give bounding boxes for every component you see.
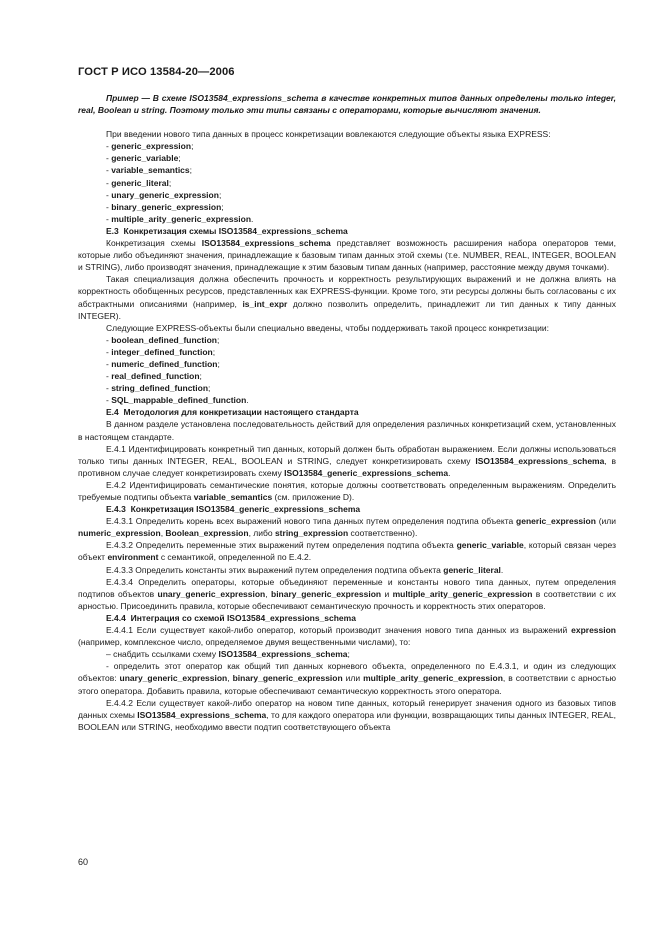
bullet-item: - определить этот оператор как общий тип данных корневого объекта, определенного по E.4.3.1, и один из следующих объектов: unary_generic_expression, binary_generic_expression или multiple_arity_generic_expression, в соответствии с арностью этого оператора. Добавить правила, которые обеспечивают семантическую корректность этого оператора. bbox=[78, 661, 616, 696]
list-item: - generic_variable; bbox=[106, 153, 181, 164]
paragraph: E.4.4.1 Если существует какой-либо оператор, который производит значения нового типа данных из выражений expression (например, комплексное число, определяемое двумя вещественными числами), то: bbox=[78, 625, 616, 648]
list-item: - variable_semantics; bbox=[106, 165, 193, 176]
list-item: - unary_generic_expression; bbox=[106, 189, 222, 200]
spacer bbox=[78, 116, 616, 128]
list-item: - string_defined_function; bbox=[106, 383, 211, 394]
section-heading-e43: E.4.3 Конкретизация ISO13584_generic_expressions_schema bbox=[106, 504, 361, 515]
paragraph: Конкретизация схемы ISO13584_expressions_schema представляет возможность расширения набора операторов теми, которые либо объединяют значения, принадлежащие к базовым типам данных этой схемы (т.е. NUMBER, REAL, INTEGER, BOOLEAN и STRING), либо производят значения, принадлежащие к этим базовым типам данных (например, расстояние между двумя точками). bbox=[78, 238, 616, 273]
paragraph: E.4.3.4 Определить операторы, которые объединяют переменные и константы нового типа данных, путем определения подтипов объектов unary_generic_expression, binary_generic_expression и multiple_arity_generic_expression в соответствии с их арностью. Присоединить правила, которые обеспечивают семантическую прочность и корректность этих операторов. bbox=[78, 576, 616, 611]
intro-paragraph: При введении нового типа данных в процесс конкретизации вовлекаются следующие объекты языка EXPRESS: bbox=[106, 129, 551, 140]
section-heading-e3: E.3 Конкретизация схемы ISO13584_expressions_schema bbox=[106, 225, 348, 236]
document-body bbox=[78, 92, 616, 733]
paragraph: E.4.2 Идентифицировать семантические понятия, которые должны соответствовать определенным выражениям. Определить требуемые подтипы объекта variable_semantics (см. приложение D). bbox=[78, 479, 616, 502]
list-defined-functions bbox=[78, 334, 616, 407]
paragraph: E.4.1 Идентифицировать конкретный тип данных, который должен быть обработан выражением. Если должны использоваться только типы данных INTEGER, REAL, BOOLEAN и STRING, следует конкретизировать схему ISO13584_expressions_schema, в противном случае следует конкретизировать схему ISO13584_generic_expressions_schema. bbox=[78, 443, 616, 478]
paragraph: Такая специализация должна обеспечить прочность и корректность результирующих выражений и не должна влиять на корректность обобщенных ресурсов, представленных как EXPRESS-функции. Кроме того, эти ресурсы должны быть согласованы с их абстрактными описаниями (например, is_int_expr должно позволить определить, принадлежит ли тип данных к типу данных INTEGER). bbox=[78, 274, 616, 321]
list-item: - generic_literal; bbox=[106, 177, 172, 188]
example-note: Пример — В схеме ISO13584_expressions_schema в качестве конкретных типов данных определены только integer, real, Boolean и string. Поэтому только эти типы связаны с операторами, которые вычисляют значения. bbox=[78, 93, 616, 116]
paragraph: В данном разделе установлена последовательность действий для определения различных конкретизаций схем, установленных в настоящем стандарте. bbox=[78, 419, 616, 442]
paragraph: E.4.4.2 Если существует какой-либо оператор на новом типе данных, который генерирует значения одного из базовых типов данных схемы ISO13584_expressions_schema, то для каждого оператора или функции, возвращающих типы данных INTEGER, REAL, BOOLEAN или STRING, необходимо ввести подтип соответствующего объекта bbox=[78, 697, 616, 732]
paragraph: E.4.3.1 Определить корень всех выражений нового типа данных путем определения подтипа объекта generic_expression (или numeric_expression, Boolean_expression, либо string_expression соответственно). bbox=[78, 516, 616, 539]
list-item: - SQL_mappable_defined_function. bbox=[106, 395, 249, 406]
list-item: - multiple_arity_generic_expression. bbox=[106, 213, 254, 224]
list-item: - integer_defined_function; bbox=[106, 346, 216, 357]
list-express-objects bbox=[78, 140, 616, 225]
list-item: - numeric_defined_function; bbox=[106, 358, 220, 369]
list-item: - real_defined_function; bbox=[106, 371, 202, 382]
bullet-item: – снабдить ссылками схему ISO13584_expressions_schema; bbox=[106, 649, 350, 660]
paragraph: Следующие EXPRESS-объекты были специально введены, чтобы поддерживать такой процесс конкретизации: bbox=[106, 322, 550, 333]
section-heading-e4: E.4 Методология для конкретизации настоящего стандарта bbox=[106, 407, 359, 418]
list-item: - boolean_defined_function; bbox=[106, 334, 220, 345]
paragraph: E.4.3.2 Определить переменные этих выражений путем определения подтипа объекта generic_variable, который связан через объект environment с семантикой, определенной по E.4.2. bbox=[78, 540, 616, 563]
list-item: - binary_generic_expression; bbox=[106, 201, 224, 212]
paragraph: E.4.3.3 Определить константы этих выражений путем определения подтипа объекта generic_literal. bbox=[106, 564, 504, 575]
page-number: 60 bbox=[78, 857, 89, 867]
section-heading-e44: E.4.4 Интеграция со схемой ISO13584_expressions_schema bbox=[106, 612, 356, 623]
page-header: ГОСТ Р ИСО 13584-20—2006 bbox=[78, 66, 235, 78]
list-item: - generic_expression; bbox=[106, 141, 194, 152]
